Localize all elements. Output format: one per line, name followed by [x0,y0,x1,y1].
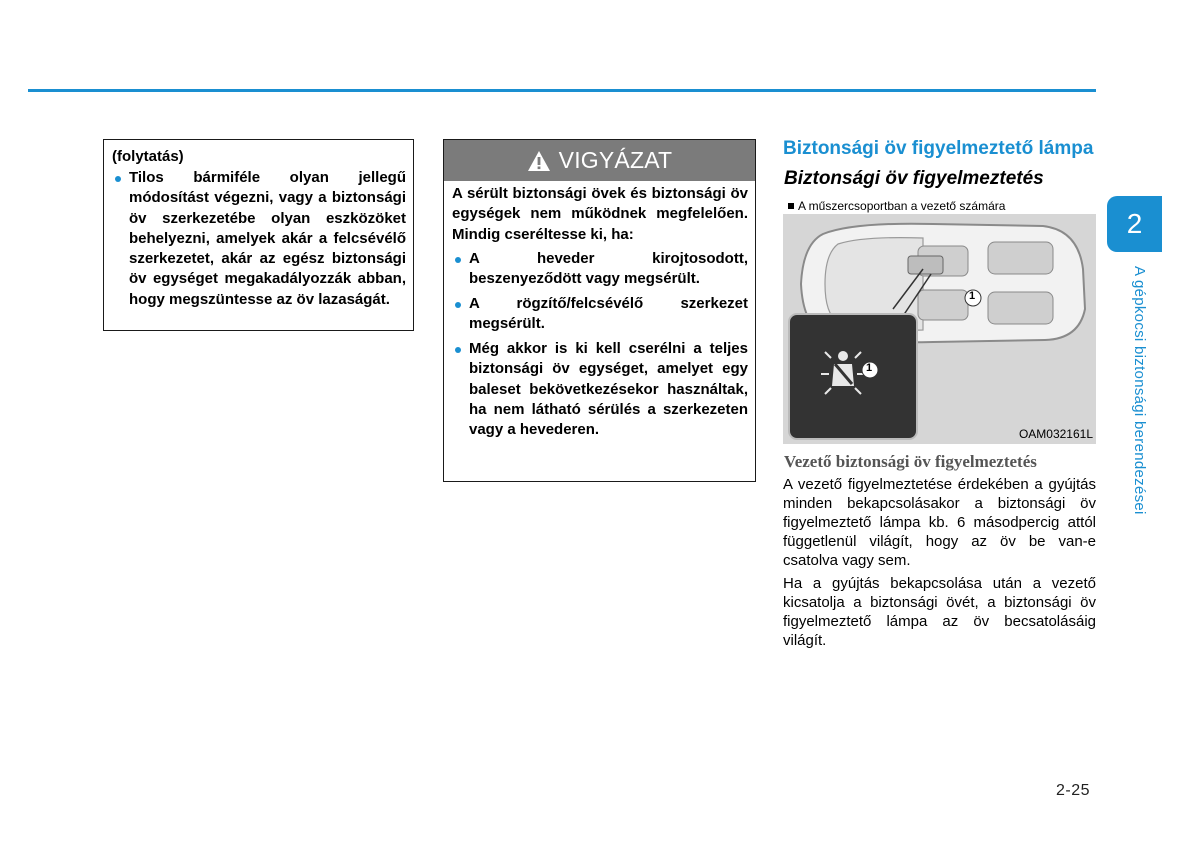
paragraph: A vezető figyelmeztetése érdekében a gyújtás minden bekapcsolásakor a biztonsági öv figyelmeztető lámpa kb. 6 másodpercig attól függetlenül világít, hogy az öv be van-e csatolva vagy sem. [783,476,1096,569]
list-item [112,168,406,310]
square-bullet-icon [788,203,794,209]
figure-code: OAM032161L [1018,427,1093,441]
figure-callout-number: 1 [866,362,873,374]
figure-callout-number: 1 [969,290,976,302]
figure-caption-text: A műszercsoportban a vezető számára [798,199,1006,213]
warning-triangle-icon [527,150,551,172]
bullet-icon [115,176,121,182]
continuation-heading: (folytatás) [112,148,184,165]
warning-header [444,140,755,181]
bullet-icon [455,302,461,308]
warning-list [452,249,748,441]
car-top-view-illustration [783,214,1096,444]
paragraph-title: Vezető biztonsági öv figyelmeztetés [784,452,1037,471]
sub-title: Biztonsági öv figyelmeztetés [784,168,1044,189]
bullet-icon [455,347,461,353]
chapter-tab[interactable]: 2 [1107,196,1162,252]
top-rule [28,89,1096,92]
list-item-text: Még akkor is ki kell cserélni a teljes biztonsági öv egységet, amelyet egy baleset bekövetkezésekor használtak, ha nem látható sérülés a szerkezeten vagy a hevederen. [469,340,748,439]
list-item-text: Tilos bármiféle olyan jellegű módosítást végezni, vagy a biztonsági öv szerkezetébe olyan eszközöket behelyezni, amelyek akár a felcsévélő szerkezetet, akár az egész biztonsági öv egységet megakadályozzák abban, hogy megszüntesse az öv lazaságát. [129,169,406,308]
figure-caption [788,199,1096,213]
paragraph: Ha a gyújtás bekapcsolása után a vezető kicsatolja a biztonsági övét, a biztonsági öv figyelmeztető lámpa az öv becsatolásáig világít. [783,575,1096,649]
column-right [783,138,1096,654]
chapter-title: A gépkocsi biztonsági berendezései [1131,266,1148,515]
list-item-text: A heveder kirojtosodott, beszenyeződött vagy megsérült. [469,249,748,288]
bullet-icon [455,257,461,263]
warning-intro: A sérült biztonsági övek és biztonsági öv egységek nem működnek megfelelően. Mindig cseréltesse ki, ha: [452,185,748,243]
continuation-box [103,139,414,331]
list-item-text: A rögzítő/felcsévélő szerkezet megsérült. [469,294,748,333]
section-title: Biztonsági öv figyelmeztető lámpa [783,138,1094,159]
warning-title: VIGYÁZAT [558,147,673,173]
page-number: 2-25 [1056,782,1091,799]
chapter-side-label [1128,266,1148,556]
list-item [452,294,748,335]
warning-box [443,139,756,482]
car-figure [783,214,1096,444]
list-item [452,339,748,440]
continuation-list [112,168,406,310]
warning-body [444,181,755,441]
list-item [452,249,748,290]
